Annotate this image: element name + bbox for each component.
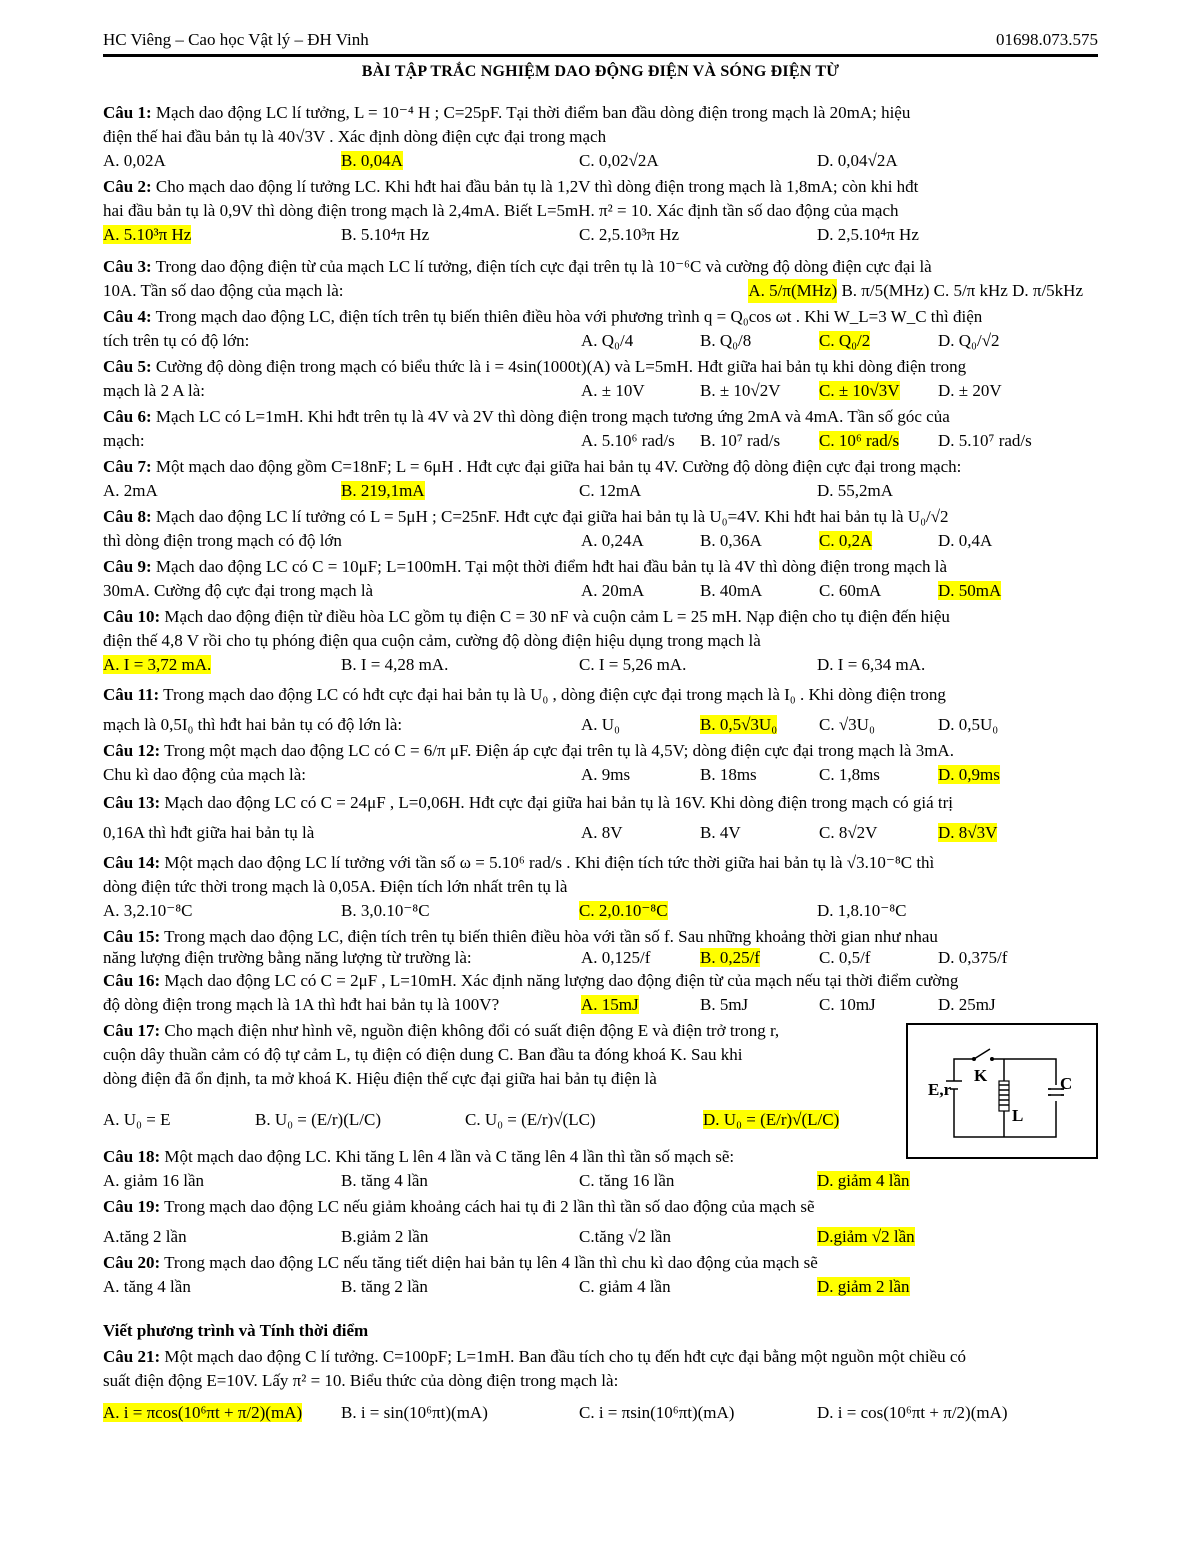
option-c: C. 8√2V [819, 823, 878, 842]
option-c: C. 5/π kHz [933, 281, 1008, 300]
option-d-answer: D. 8√3V [938, 823, 998, 842]
option-b: B. 4V [700, 823, 741, 842]
option-d-answer: D. 0,9ms [938, 765, 1000, 784]
options-7 [103, 479, 1098, 503]
options-6: mạch: A. 5.10⁶ rad/s B. 10⁷ rad/s C. 10⁶ rad/s D. 5.10⁷ rad/s [103, 429, 1098, 453]
label-k: K [974, 1066, 988, 1085]
option-a: A. Q₀/4 [581, 331, 634, 350]
option-a-answer: A. 5/π(MHz) [748, 279, 837, 303]
options-11: mạch là 0,5I₀ thì hđt hai bản tụ có độ lớn là: A. U₀ B. 0,5√3U₀ C. √3U₀ D. 0,5U₀ [103, 713, 1098, 737]
section-heading: Viết phương trình và Tính thời điểm [103, 1321, 369, 1340]
option-c: C.tăng √2 lần [579, 1227, 671, 1246]
options-4: tích trên tụ có độ lớn: A. Q₀/4 B. Q₀/8 C. Q₀/2 D. Q₀/√2 [103, 329, 1098, 353]
question-15: Câu 15: Trong mạch dao động LC, điện tích trên tụ biến thiên điều hòa với tần số f. Sau những khoảng thời gian như nhau [103, 927, 938, 946]
option-c: C. 60mA [819, 581, 882, 600]
option-b-answer: B. 0,04A [341, 151, 403, 170]
options-15: năng lượng điện trường bằng năng lượng từ trường là: A. 0,125/f B. 0,25/f C. 0,5/f D. 0,375/f [103, 948, 1008, 967]
question-6: Câu 6: Mạch LC có L=1mH. Khi hđt trên tụ là 4V và 2V thì dòng điện trong mạch tương ứng 2mA và 4mA. Tần số góc của [103, 407, 950, 426]
question-21: Câu 21: Một mạch dao động C lí tưởng. C=100pF; L=1mH. Ban đầu tích cho tụ đến hđt cực đại bằng một nguồn một chiều có suất điện động E=10V. Lấy π² = 10. Biểu thức của dòng điện trong mạch là: [103, 1347, 966, 1390]
option-a-answer: A. 5.10³π Hz [103, 225, 192, 244]
option-b: B.giảm 2 lần [341, 1227, 429, 1246]
option-c: C. tăng 16 lần [579, 1171, 675, 1190]
options-10 [103, 653, 1098, 677]
option-c: C. 0,5/f [819, 948, 871, 967]
option-c: C. 10mJ [819, 995, 876, 1014]
question-7: Câu 7: Một mạch dao động gồm C=18nF; L = 6μH . Hđt cực đại giữa hai bản tụ 4V. Cường độ dòng điện cực đại trong mạch: [103, 457, 962, 476]
option-b: B. ± 10√2V [700, 381, 781, 400]
question-20: Câu 20: Trong mạch dao động LC nếu tăng tiết diện hai bản tụ lên 4 lần thì chu kì dao động của mạch sẽ [103, 1253, 818, 1272]
option-b: B. i = sin(10⁶πt)(mA) [341, 1403, 488, 1422]
option-d: D. Q₀/√2 [938, 331, 1000, 350]
option-a: A. U₀ = E [103, 1110, 171, 1129]
option-c: C. 12mA [579, 481, 642, 500]
question-13: Câu 13: Mạch dao động LC có C = 24μF , L=0,06H. Hđt cực đại giữa hai bản tụ là 16V. Khi dòng điện trong mạch có giá trị [103, 793, 954, 812]
options-9: 30mA. Cường độ cực đại trong mạch là A. 20mA B. 40mA C. 60mA D. 50mA [103, 579, 1098, 603]
option-d: D. i = cos(10⁶πt + π/2)(mA) [817, 1403, 1008, 1422]
option-c-answer: C. ± 10√3V [819, 381, 900, 400]
option-b: B. 3,0.10⁻⁸C [341, 901, 430, 920]
option-a: A. giảm 16 lần [103, 1171, 205, 1190]
option-d-answer: D. giảm 4 lần [817, 1171, 910, 1190]
options-21 [103, 1401, 1098, 1425]
circuit-figure [906, 1023, 1098, 1159]
options-12: Chu kì dao động của mạch là: A. 9ms B. 18ms C. 1,8ms D. 0,9ms [103, 763, 1098, 787]
question-18: Câu 18: Một mạch dao động LC. Khi tăng L lên 4 lần và C tăng lên 4 lần thì tần số mạch sẽ: [103, 1147, 735, 1166]
option-c: C. 2,5.10³π Hz [579, 225, 680, 244]
option-d: D. 55,2mA [817, 481, 894, 500]
option-d: D. 0,5U₀ [938, 715, 999, 734]
options-3: 10A. Tần số dao động của mạch là: A. 5/π(MHz) B. π/5(MHz) C. 5/π kHz D. π/5kHz [103, 279, 1098, 303]
question-1: Câu 1: Mạch dao động LC lí tưởng, L = 10⁻⁴ H ; C=25pF. Tại thời điểm ban đầu dòng điện trong mạch là 20mA; hiệu điện thế hai đầu bản tụ là 40√3V . Xác định dòng điện cực đại trong mạch [103, 103, 911, 146]
option-a: A. 0,125/f [581, 948, 651, 967]
options-1 [103, 149, 1098, 173]
option-c-answer: C. 2,0.10⁻⁸C [579, 901, 668, 920]
question-9: Câu 9: Mạch dao động LC có C = 10μF; L=100mH. Tại một thời điểm hđt hai đầu bản tụ là 4V thì dòng điện trong mạch là [103, 557, 948, 576]
options-13: 0,16A thì hđt giữa hai bản tụ là A. 8V B. 4V C. 8√2V D. 8√3V [103, 821, 1098, 845]
option-d: D. 1,8.10⁻⁸C [817, 901, 907, 920]
question-4: Câu 4: Trong mạch dao động LC, điện tích trên tụ biến thiên điều hòa với phương trình q = Q₀cos ωt . Khi W_L=3 W_C thì điện [103, 307, 983, 326]
question-17-block [103, 1019, 1098, 1135]
option-c: C. U₀ = (E/r)√(LC) [465, 1110, 596, 1129]
option-b: B. π/5(MHz) [841, 281, 930, 300]
option-b: B. 40mA [700, 581, 763, 600]
question-17: Câu 17: Cho mạch điện như hình vẽ, nguồn điện không đổi có suất điện động E và điện trở trong r, cuộn dây thuần cảm có độ tự cảm L, tụ điện có điện dung C. Ban đầu ta đóng khoá K. Sau khi dòng điện đã ổn định, ta mở khoá K. Hiệu điện thế cực đại giữa hai bản tụ điện là [103, 1021, 780, 1088]
option-a: A. 8V [581, 823, 623, 842]
option-a: A. 0,02A [103, 151, 166, 170]
option-b: B. 5mJ [700, 995, 749, 1014]
option-d: D. 0,4A [938, 531, 993, 550]
question-19: Câu 19: Trong mạch dao động LC nếu giảm khoảng cách hai tụ đi 2 lần thì tần số dao động của mạch sẽ [103, 1197, 815, 1216]
options-16: độ dòng điện trong mạch là 1A thì hđt hai bản tụ là 100V? A. 15mJ B. 5mJ C. 10mJ D. 25mJ [103, 993, 1098, 1017]
header-author: HC Viêng – Cao học Vật lý – ĐH Vinh [103, 30, 369, 49]
header-phone: 01698.073.575 [996, 30, 1098, 49]
option-c: C. i = πsin(10⁶πt)(mA) [579, 1403, 735, 1422]
option-c-answer: C. Q₀/2 [819, 331, 871, 350]
option-b-answer: B. 0,25/f [700, 948, 760, 967]
question-5: Câu 5: Cường độ dòng điện trong mạch có biểu thức là i = 4sin(1000t)(A) và L=5mH. Hđt giữa hai bản tụ khi dòng điện trong [103, 357, 967, 376]
options-5: mạch là 2 A là: A. ± 10V B. ± 10√2V C. ± 10√3V D. ± 20V [103, 379, 1098, 403]
option-d-answer: D. U₀ = (E/r)√(L/C) [703, 1110, 840, 1129]
option-b-answer: B. 219,1mA [341, 481, 425, 500]
option-b: B. 0,36A [700, 531, 762, 550]
options-17 [103, 1105, 893, 1135]
option-d: D. 5.10⁷ rad/s [938, 431, 1032, 450]
option-d-answer: D.giảm √2 lần [817, 1227, 915, 1246]
option-a: A. 20mA [581, 581, 645, 600]
option-c: C. √3U₀ [819, 715, 875, 734]
question-10: Câu 10: Mạch dao động điện từ điều hòa LC gồm tụ điện C = 30 nF và cuộn cảm L = 25 mH. Nạp điện cho tụ điện đến hiệu điện thế 4,8 V rồi cho tụ phóng điện qua cuộn cảm, cường độ dòng điện hiệu dụng trong mạch là [103, 607, 950, 650]
option-b: B. Q₀/8 [700, 331, 752, 350]
option-a: A. 0,24A [581, 531, 644, 550]
options-8: thì dòng điện trong mạch có độ lớn A. 0,24A B. 0,36A C. 0,2A D. 0,4A [103, 529, 1098, 553]
label-l: L [1012, 1106, 1024, 1125]
option-b: B. tăng 2 lần [341, 1277, 428, 1296]
option-a-answer: A. i = πcos(10⁶πt + π/2)(mA) [103, 1403, 303, 1422]
option-c: C. 0,02√2A [579, 151, 659, 170]
option-a: A. ± 10V [581, 381, 645, 400]
option-a: A. tăng 4 lần [103, 1277, 191, 1296]
options-2 [103, 223, 1098, 247]
option-d: D. I = 6,34 mA. [817, 655, 926, 674]
question-11: Câu 11: Trong mạch dao động LC có hđt cực đại hai bản tụ là U₀ , dòng điện cực đại trong mạch là I₀ . Khi dòng điện trong [103, 685, 946, 704]
option-c-answer: C. 10⁶ rad/s [819, 431, 900, 450]
option-a: A. 5.10⁶ rad/s [581, 431, 675, 450]
question-12: Câu 12: Trong một mạch dao động LC có C = 6/π μF. Điện áp cực đại trên tụ là 4,5V; dòng điện cực đại trong mạch là 3mA. [103, 741, 954, 760]
option-c: C. 1,8ms [819, 765, 880, 784]
option-c: C. I = 5,26 mA. [579, 655, 687, 674]
question-16: Câu 16: Mạch dao động LC có C = 2μF , L=10mH. Xác định năng lượng dao động điện từ của mạch nếu tại thời điểm cường [103, 971, 959, 990]
question-2: Câu 2: Cho mạch dao động lí tưởng LC. Khi hđt hai đầu bản tụ là 1,2V thì dòng điện trong mạch là 1,8mA; còn khi hđt hai đầu bản tụ là 0,9V thì dòng điện trong mạch là 2,4mA. Biết L=5mH. π² = 10. Xác định tần số dao động của mạch [103, 177, 919, 220]
options-19 [103, 1225, 1098, 1249]
option-c: C. giảm 4 lần [579, 1277, 671, 1296]
option-a-answer: A. 15mJ [581, 995, 639, 1014]
page-header [103, 30, 1098, 57]
option-b: B. 10⁷ rad/s [700, 431, 781, 450]
option-a: A. 3,2.10⁻⁸C [103, 901, 193, 920]
document-page [103, 30, 1098, 1425]
option-b: B. U₀ = (E/r)(L/C) [255, 1110, 381, 1129]
option-a: A.tăng 2 lần [103, 1227, 187, 1246]
label-c: C [1060, 1074, 1073, 1093]
option-a: A. 2mA [103, 481, 158, 500]
option-b: B. I = 4,28 mA. [341, 655, 449, 674]
option-d: D. π/5kHz [1012, 281, 1083, 300]
option-b: B. 18ms [700, 765, 757, 784]
option-d: D. 0,375/f [938, 948, 1008, 967]
option-a-answer: A. I = 3,72 mA. [103, 655, 212, 674]
option-d: D. 25mJ [938, 995, 996, 1014]
option-d: D. ± 20V [938, 381, 1002, 400]
option-b-answer: B. 0,5√3U₀ [700, 715, 778, 734]
option-b: B. tăng 4 lần [341, 1171, 428, 1190]
question-14: Câu 14: Một mạch dao động LC lí tưởng với tần số ω = 5.10⁶ rad/s . Khi điện tích tức thời giữa hai bản tụ là √3.10⁻⁸C thì dòng điện tức thời trong mạch là 0,05A. Điện tích lớn nhất trên tụ là [103, 853, 935, 896]
label-e: E,r [928, 1080, 952, 1099]
option-a: A. U₀ [581, 715, 620, 734]
options-18 [103, 1169, 1098, 1193]
option-d-answer: D. giảm 2 lần [817, 1277, 910, 1296]
page-title: BÀI TẬP TRẮC NGHIỆM DAO ĐỘNG ĐIỆN VÀ SÓNG ĐIỆN TỪ [361, 63, 840, 80]
option-c-answer: C. 0,2A [819, 531, 873, 550]
option-d: D. 0,04√2A [817, 151, 898, 170]
option-d-answer: D. 50mA [938, 581, 1002, 600]
options-14 [103, 899, 1098, 923]
option-d: D. 2,5.10⁴π Hz [817, 225, 919, 244]
option-b: B. 5.10⁴π Hz [341, 225, 430, 244]
question-8: Câu 8: Mạch dao động LC lí tưởng có L = 5μH ; C=25nF. Hđt cực đại giữa hai bản tụ là U₀=4V. Khi hđt hai bản tụ là U₀/√2 [103, 507, 949, 526]
circuit-diagram [908, 1025, 1096, 1157]
option-a: A. 9ms [581, 765, 631, 784]
question-3: Câu 3: Trong dao động điện từ của mạch LC lí tưởng, điện tích cực đại trên tụ là 10⁻⁶C và cường độ dòng điện cực đại là [103, 257, 932, 276]
options-20 [103, 1275, 1098, 1299]
